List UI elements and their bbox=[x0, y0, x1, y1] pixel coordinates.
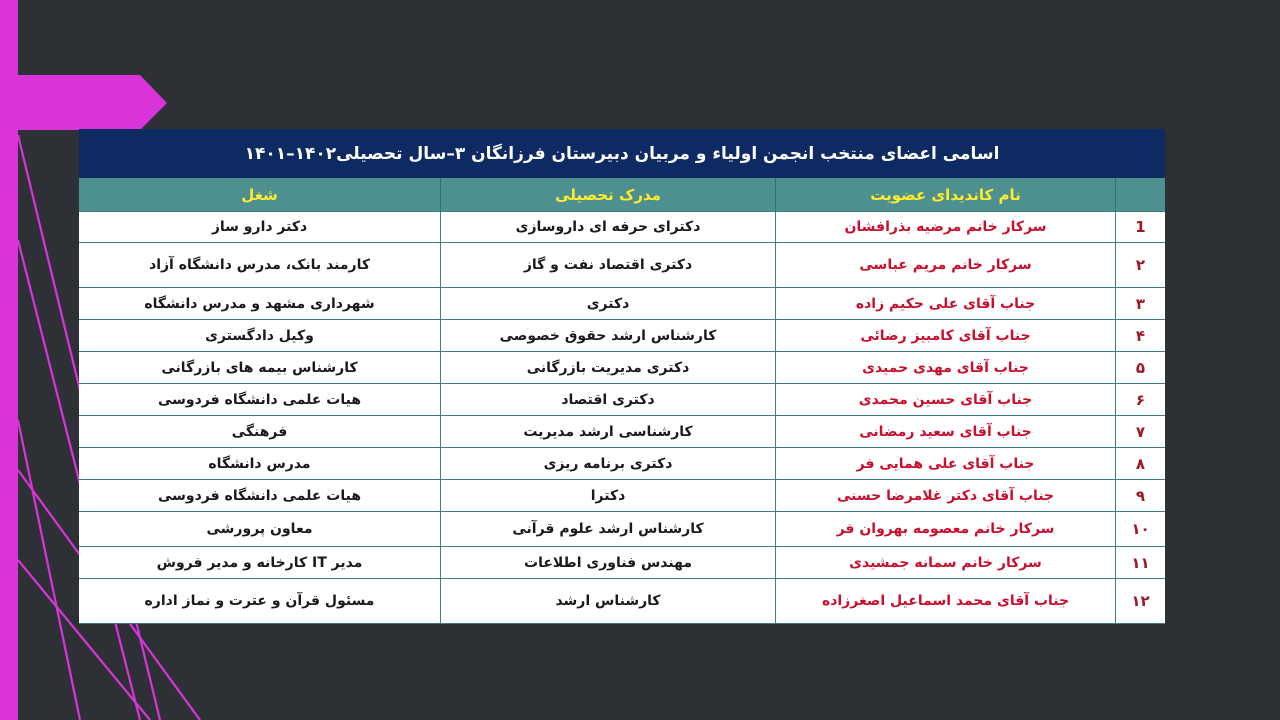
row-name: جناب آقای علی همایی فر bbox=[775, 448, 1115, 479]
table-row bbox=[79, 288, 1165, 320]
row-job: شهرداری مشهد و مدرس دانشگاه bbox=[144, 295, 375, 312]
row-job: کارمند بانک، مدرس دانشگاه آزاد bbox=[149, 257, 370, 273]
row-degree: دکتری bbox=[440, 288, 775, 319]
header-degree: مدرک تحصیلی bbox=[440, 178, 775, 211]
row-degree: کارشناس ارشد علوم قرآنی bbox=[440, 512, 775, 546]
row-degree: کارشناس ارشد حقوق خصوصی bbox=[440, 320, 775, 351]
row-num: ۵ bbox=[1115, 352, 1165, 383]
row-num: ۸ bbox=[1115, 448, 1165, 479]
row-degree: دکتری اقتصاد bbox=[440, 384, 775, 415]
row-name: سرکار خانم مریم عباسی bbox=[775, 243, 1115, 287]
row-num: ۹ bbox=[1115, 480, 1165, 511]
table-row bbox=[79, 579, 1165, 624]
table-row bbox=[79, 212, 1165, 243]
table-body bbox=[79, 178, 1165, 624]
table-row bbox=[79, 480, 1165, 512]
arrow-accent-shape bbox=[0, 75, 167, 130]
row-num: ۶ bbox=[1115, 384, 1165, 415]
table-row bbox=[79, 352, 1165, 384]
row-job: هیات علمی دانشگاه فردوسی bbox=[157, 487, 362, 504]
row-degree: دکترا bbox=[440, 480, 775, 511]
table-row bbox=[79, 416, 1165, 448]
table-row bbox=[79, 320, 1165, 352]
row-job: مدیر IT کارخانه و مدیر فروش bbox=[156, 554, 363, 571]
row-job: فرهنگی bbox=[231, 423, 288, 440]
row-num: ۷ bbox=[1115, 416, 1165, 447]
row-num: 1 bbox=[1115, 212, 1165, 242]
table-row bbox=[79, 512, 1165, 547]
members-table bbox=[79, 129, 1165, 624]
row-num: ۳ bbox=[1115, 288, 1165, 319]
row-degree: دکترای حرفه ای داروسازی bbox=[440, 212, 775, 242]
row-num: ۱۰ bbox=[1115, 512, 1165, 546]
row-job: کارشناس بیمه های بازرگانی bbox=[161, 359, 358, 376]
row-num: ۱۲ bbox=[1115, 579, 1165, 623]
row-name: سرکار خانم معصومه بهروان فر bbox=[775, 512, 1115, 546]
row-job: هیات علمی دانشگاه فردوسی bbox=[157, 391, 362, 408]
row-name: جناب آقای دکتر غلامرضا حسنی bbox=[775, 480, 1115, 511]
row-name: سرکار خانم سمانه جمشیدی bbox=[775, 547, 1115, 578]
row-job: دکتر دارو ساز bbox=[211, 219, 308, 235]
row-name: جناب آقای محمد اسماعیل اصغرزاده bbox=[775, 579, 1115, 623]
row-degree: کارشناس ارشد bbox=[440, 579, 775, 623]
row-num: ۱۱ bbox=[1115, 547, 1165, 578]
row-degree: دکتری برنامه ریزی bbox=[440, 448, 775, 479]
table-row bbox=[79, 384, 1165, 416]
row-name: سرکار خانم مرضیه بذرافشان bbox=[775, 212, 1115, 242]
row-job: معاون پرورشی bbox=[206, 521, 313, 537]
table-row bbox=[79, 243, 1165, 288]
row-num: ۴ bbox=[1115, 320, 1165, 351]
row-name: جناب آقای سعید رمضانی bbox=[775, 416, 1115, 447]
table-row bbox=[79, 547, 1165, 579]
row-degree: مهندس فناوری اطلاعات bbox=[440, 547, 775, 578]
row-job: وکیل دادگستری bbox=[205, 327, 314, 344]
row-job: مسئول قرآن و عترت و نماز اداره bbox=[144, 593, 375, 609]
table-title: اسامی اعضای منتخب انجمن اولیاء و مربیان دبیرستان فرزانگان ۳–سال تحصیلی۱۴۰۲–۱۴۰۱ bbox=[79, 129, 1165, 178]
table-row bbox=[79, 448, 1165, 480]
row-job: مدرس دانشگاه bbox=[208, 455, 311, 472]
header-num bbox=[1115, 178, 1165, 211]
row-name: جناب آقای حسین محمدی bbox=[775, 384, 1115, 415]
table-header-row bbox=[79, 178, 1165, 212]
row-name: جناب آقای مهدی حمیدی bbox=[775, 352, 1115, 383]
row-degree: دکتری مدیریت بازرگانی bbox=[440, 352, 775, 383]
row-degree: کارشناسی ارشد مدیریت bbox=[440, 416, 775, 447]
header-job: شغل bbox=[241, 185, 278, 204]
row-degree: دکتری اقتصاد نفت و گاز bbox=[440, 243, 775, 287]
row-name: جناب آقای کامبیز رضائی bbox=[775, 320, 1115, 351]
row-num: ۲ bbox=[1115, 243, 1165, 287]
header-name: نام کاندیدای عضویت bbox=[775, 178, 1115, 211]
row-name: جناب آقای علی حکیم زاده bbox=[775, 288, 1115, 319]
